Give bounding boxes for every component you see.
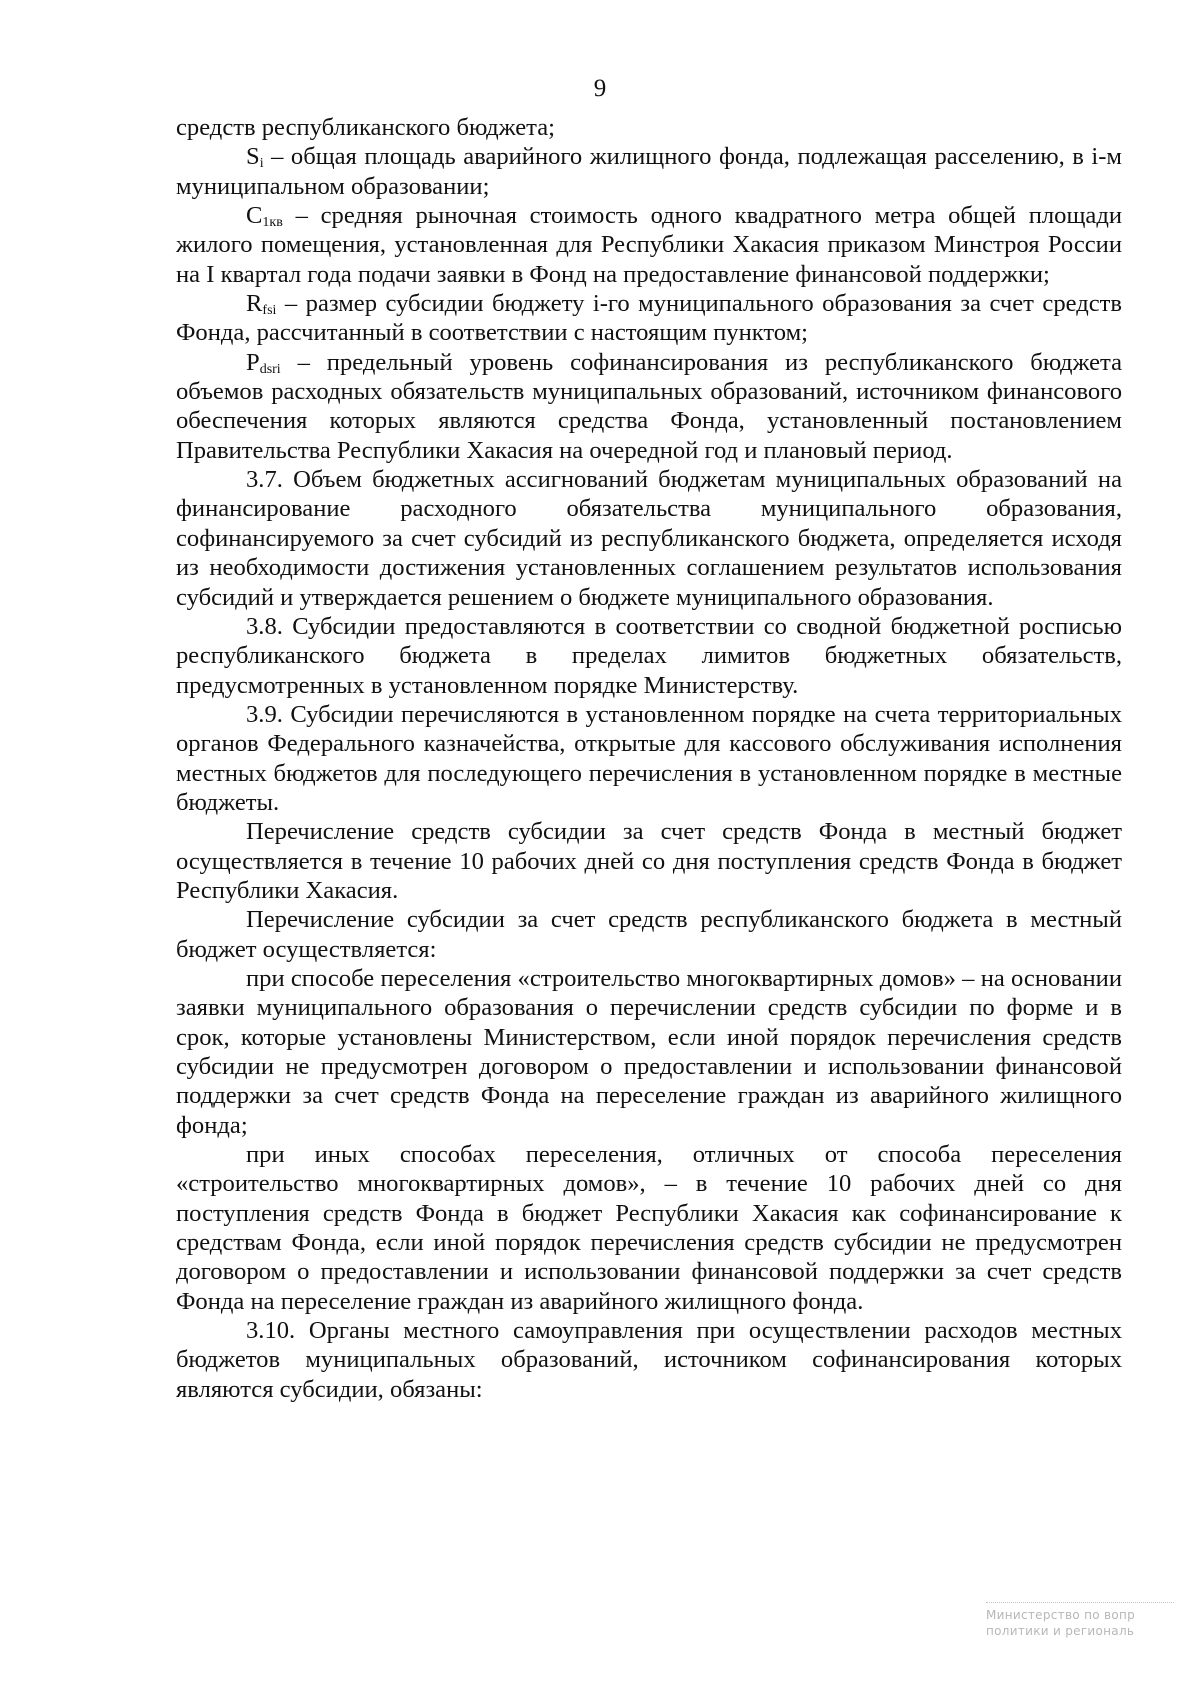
paragraph: [176, 1316, 1122, 1404]
paragraph: [176, 201, 1122, 289]
subscript: dsri: [259, 361, 281, 377]
paragraph-text: Перечисление средств субсидии за счет средств Фонда в местный бюджет осуществляется в течение 10 рабочих дней со дня поступления средств Фонда в бюджет Республики Хакасия.: [176, 818, 1122, 904]
subscript: fsi: [262, 303, 277, 319]
page-number: 9: [593, 75, 607, 102]
paragraph-text: средств республиканского бюджета;: [176, 114, 555, 141]
paragraph-text: Перечисление субсидии за счет средств республиканского бюджета в местный бюджет осуществляется:: [176, 906, 1122, 963]
paragraph-text: – размер субсидии бюджету i-го муниципального образования за счет средств Фонда, рассчитанный в соответствии с настоящим пунктом;: [176, 290, 1122, 347]
paragraph-text: 3.7. Объем бюджетных ассигнований бюджетам муниципальных образований на финансирование расходного обязательства муниципального образования, софинансируемого за счет субсидий из республиканского бюджета, определяется исходя из необходимости достижения установленных соглашением результатов использования субсидий и утверждается решением о бюджете муниципального образования.: [176, 466, 1122, 611]
paragraph: [176, 465, 1122, 612]
paragraph-text: S: [246, 143, 260, 171]
subscript: i: [259, 156, 264, 172]
paragraph-text: – общая площадь аварийного жилищного фонда, подлежащая расселению, в i-м муниципальном образовании;: [176, 143, 1122, 200]
document-body: [176, 113, 1122, 1404]
paragraph: [176, 1140, 1122, 1316]
paragraph: [176, 289, 1122, 348]
paragraph-text: 3.10. Органы местного самоуправления при осуществлении расходов местных бюджетов муниципальных образований, источником софинансирования которых являются субсидии, обязаны:: [176, 1317, 1122, 1403]
registration-stamp: [986, 1602, 1186, 1662]
paragraph-text: C: [246, 202, 263, 230]
paragraph-text: 3.9. Субсидии перечисляются в установленном порядке на счета территориальных органов Федерального казначейства, открытые для кассового обслуживания исполнения местных бюджетов для последующего перечисления в установленном порядке в местные бюджеты.: [176, 700, 1122, 816]
paragraph: [176, 142, 1122, 201]
stamp-line-2: политики и региональ: [986, 1624, 1135, 1638]
paragraph-text: 3.8. Субсидии предоставляются в соответствии со сводной бюджетной росписью республиканского бюджета в пределах лимитов бюджетных обязательств, предусмотренных в установленном порядке Министерству.: [176, 612, 1122, 699]
paragraph-text: при иных способах переселения, отличных от способа переселения «строительство многоквартирных домов», – в течение 10 рабочих дней со дня поступления средств Фонда в бюджет Республики Хакасия как софинансирование к средствам Фонда, если иной порядок перечисления средств субсидии не предусмотрен договором о предоставлении и использовании финансовой поддержки за счет средств Фонда на переселение граждан из аварийного жилищного фонда.: [176, 1141, 1122, 1315]
paragraph: [176, 700, 1122, 817]
paragraph-text: – предельный уровень софинансирования из республиканского бюджета объемов расходных обязательств муниципальных образований, источником финансового обеспечения которых являются средства Фонда, установленный постановлением Правительства Республики Хакасия на очередной год и плановый период.: [176, 348, 1122, 464]
paragraph-text: при способе переселения «строительство многоквартирных домов» – на основании заявки муниципального образования о перечислении средств субсидии по форме и в срок, которые установлены Министерством, если иной порядок перечисления средств субсидии не предусмотрен договором о предоставлении и использовании финансовой поддержки за счет средств Фонда на переселение граждан из аварийного жилищного фонда;: [176, 964, 1122, 1139]
paragraph-text: – средняя рыночная стоимость одного квадратного метра общей площади жилого помещения, установленная для Республики Хакасия приказом Минстроя России на I квартал года подачи заявки в Фонд на предоставление финансовой поддержки;: [176, 202, 1122, 288]
stamp-rule: [986, 1602, 1174, 1603]
subscript: 1кв: [262, 215, 283, 231]
paragraph: [176, 905, 1122, 964]
paragraph-text: R: [246, 290, 263, 318]
paragraph: [176, 817, 1122, 905]
stamp-line-1: Министерство по вопр: [986, 1608, 1136, 1622]
paragraph-text: P: [246, 348, 260, 376]
paragraph: [176, 113, 1122, 142]
paragraph: [176, 612, 1122, 700]
paragraph: [176, 964, 1122, 1140]
paragraph: [176, 348, 1122, 465]
